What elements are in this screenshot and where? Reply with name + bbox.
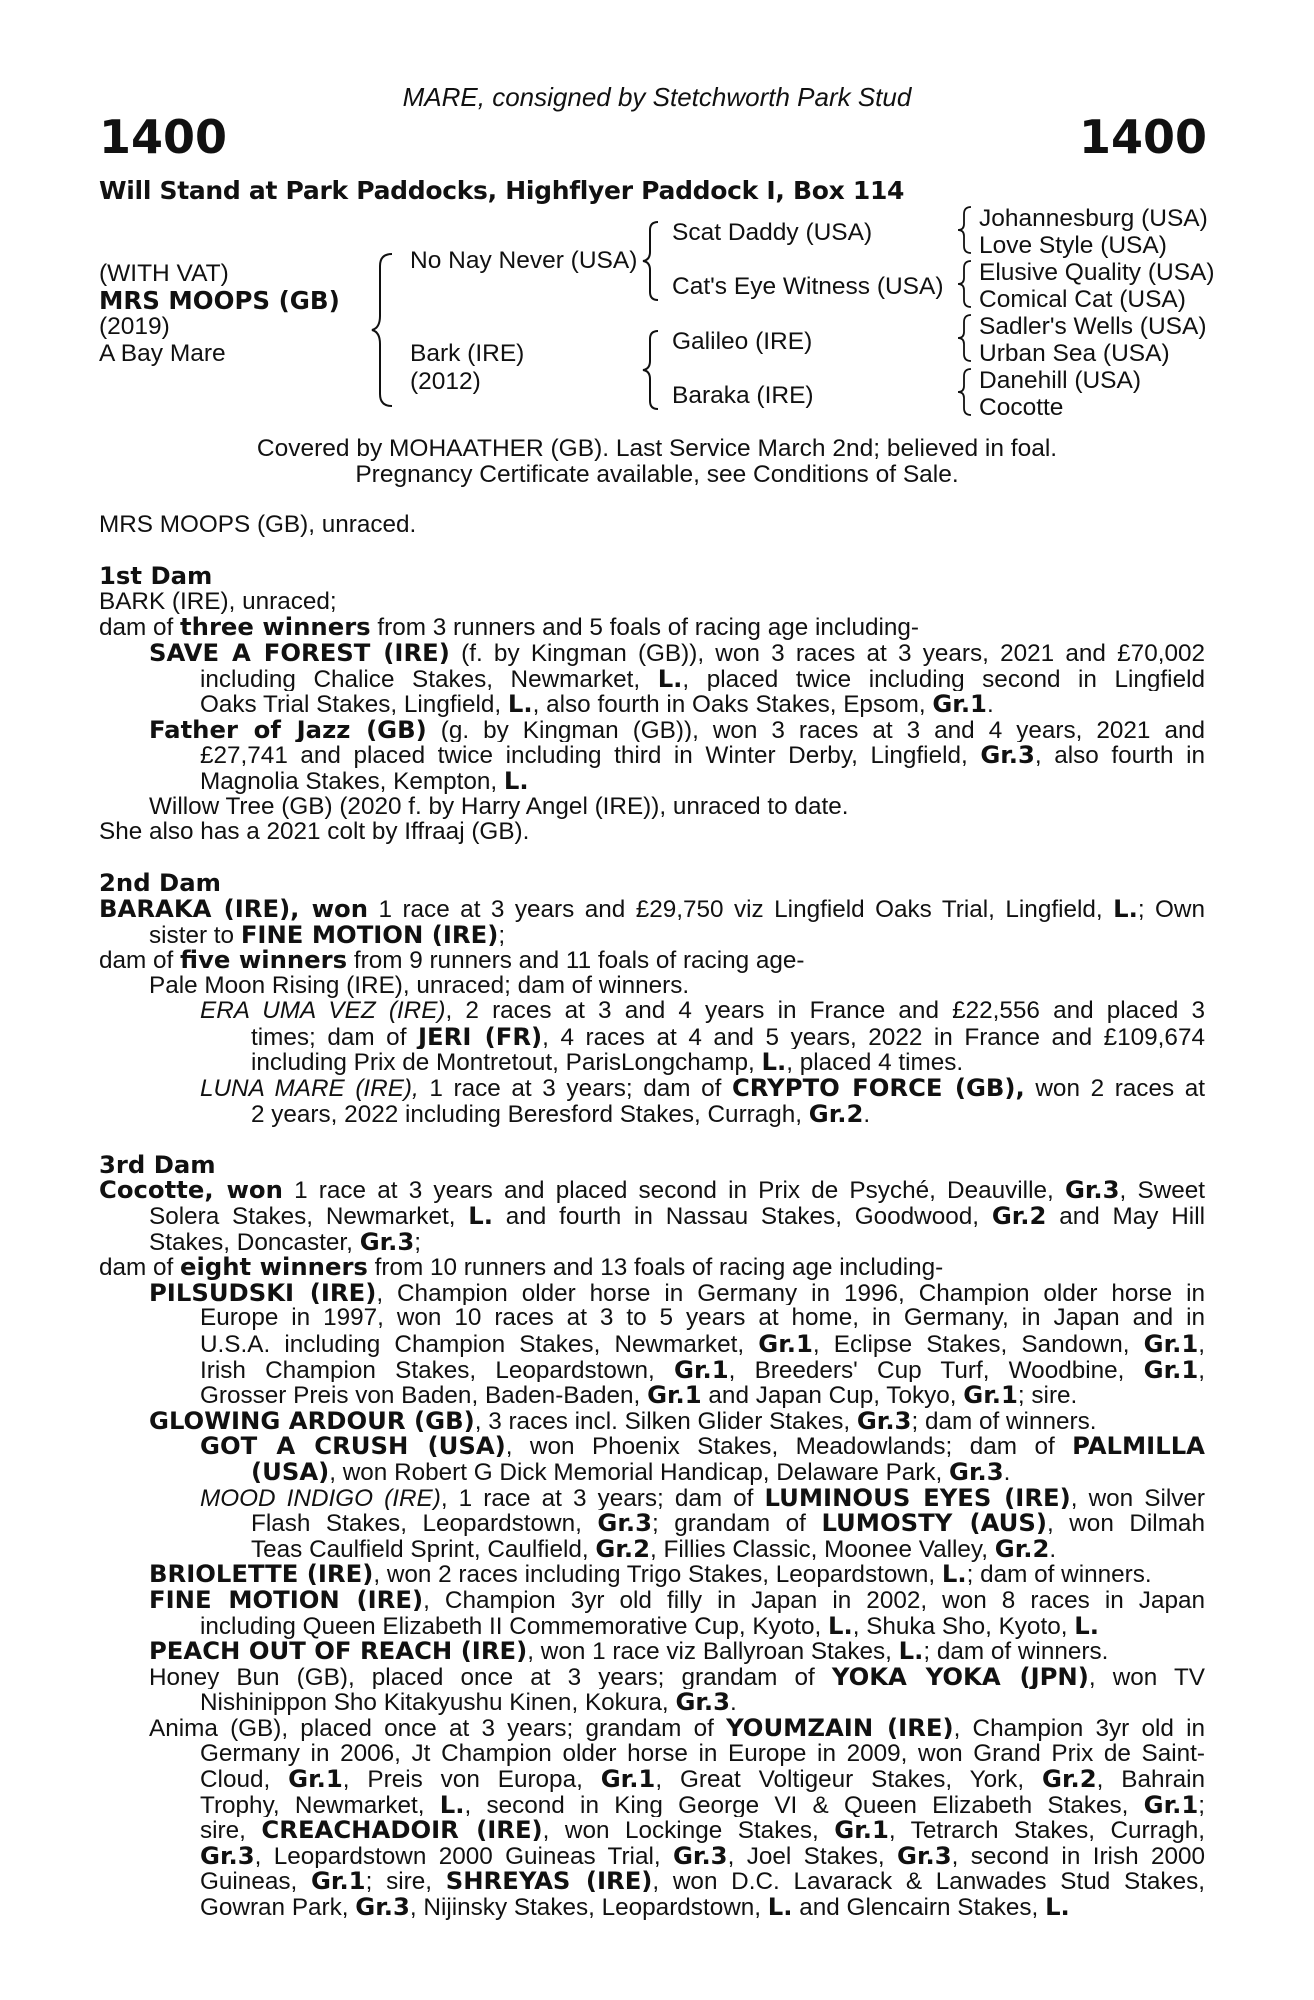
- text-run: Gr.2: [994, 1533, 1050, 1563]
- text-run: , Shuka Sho, Kyoto,: [852, 1612, 1075, 1640]
- pedigree-brace-main: [370, 250, 400, 410]
- text-run: , Champion 3yr old in: [953, 1714, 1205, 1741]
- text-run: and Glencairn Stakes,: [792, 1894, 1046, 1922]
- text-run: , placed 4 times.: [786, 1049, 964, 1077]
- text-run: Stakes, Doncaster,: [149, 1228, 360, 1256]
- text-run: times; dam of: [251, 1023, 418, 1050]
- text-run: , second in Irish 2000: [951, 1842, 1205, 1869]
- text-run: Gr.2: [1042, 1766, 1097, 1792]
- text-run: CRYPTO FORCE (GB),: [731, 1075, 1025, 1101]
- text-line: [99, 1792, 1205, 1818]
- covered-line-1: Covered by MOHAATHER (GB). Last Service March 2nd; believed in foal.: [256, 435, 1058, 462]
- text-run: , won D.C. Lavarack & Lanwades Stud Stakes,: [652, 1868, 1205, 1895]
- text-line: [99, 1533, 1205, 1563]
- text-line: [99, 998, 1205, 1024]
- text-run: (g. by Kingman (GB)), won 3 races at 3 and 4 years, 2021 and: [426, 716, 1205, 743]
- text-run: CREACHADOIR (IRE): [261, 1817, 543, 1843]
- text-run: Gr.3: [672, 1842, 728, 1869]
- pedigree-brace-dam: [640, 327, 664, 412]
- produce-father-of-jazz: [99, 717, 1205, 743]
- text-run: won 2 races at: [1024, 1075, 1205, 1101]
- text-run: , won 1 race viz Ballyroan Stakes,: [527, 1638, 899, 1666]
- text-run: ; dam of winners.: [966, 1561, 1152, 1589]
- text-run: Irish Champion Stakes, Leopardstown,: [200, 1356, 674, 1383]
- text-run: , won Phoenix Stakes, Meadowlands; dam of: [505, 1433, 1073, 1459]
- first-dam-line: BARK (IRE), unraced;: [99, 587, 337, 615]
- text-run: , won Dilmah: [1047, 1510, 1205, 1536]
- text-run: three winners: [180, 612, 371, 642]
- covered-line-2: Pregnancy Certificate available, see Conditions of Sale.: [355, 461, 959, 488]
- covered-note: [0, 436, 1314, 488]
- text-run: , second in King George VI & Queen Elizabeth Stakes,: [464, 1791, 1144, 1818]
- text-line: [99, 691, 1205, 717]
- text-run: Gr.3: [597, 1510, 652, 1536]
- text-run: Grosser Preis von Baden, Baden-Baden,: [200, 1382, 648, 1410]
- text-line: [99, 1843, 1205, 1869]
- text-run: (USA): [251, 1456, 330, 1486]
- text-run: Gr.1: [674, 1356, 729, 1383]
- text-run: L.: [761, 1047, 787, 1077]
- text-run: L.: [1045, 1892, 1070, 1922]
- text-line: [99, 765, 1205, 795]
- text-line: [99, 1741, 1205, 1767]
- text-run: FINE MOTION (IRE): [149, 1586, 424, 1613]
- text-run: Gr.3: [359, 1226, 415, 1256]
- text-run: Honey Bun (GB), placed once at 3 years; grandam of: [149, 1663, 832, 1690]
- text-run: Gr.1: [834, 1817, 889, 1843]
- sire-dam: Cat's Eye Witness (USA): [672, 273, 944, 300]
- text-run: , won TV: [1088, 1663, 1205, 1690]
- text-run: YOUMZAIN (IRE): [726, 1714, 954, 1741]
- text-run: PEACH OUT OF REACH (IRE): [149, 1636, 528, 1666]
- text-run: ; sire,: [365, 1868, 446, 1895]
- text-run: sister to: [149, 921, 241, 949]
- text-run: ; grandam of: [651, 1510, 822, 1536]
- text-run: including Chalice Stakes, Newmarket,: [200, 665, 658, 692]
- text-line: [99, 1357, 1205, 1383]
- text-run: L.: [1113, 895, 1138, 922]
- text-run: Gr.3: [856, 1405, 912, 1435]
- text-line: [99, 1075, 1205, 1101]
- text-run: Gr.3: [949, 1456, 1004, 1486]
- pedigree-brace-sd: [955, 258, 977, 310]
- dam-dam: Baraka (IRE): [672, 382, 814, 409]
- text-run: L.: [767, 1892, 793, 1922]
- third-dam-heading: 3rd Dam: [99, 1149, 216, 1179]
- horse-year: (2019): [99, 313, 170, 340]
- text-run: dam of: [99, 1254, 181, 1282]
- ped-ssd: Love Style (USA): [979, 232, 1167, 259]
- text-line: [99, 1485, 1205, 1511]
- text-run: , won Silver: [1070, 1484, 1205, 1511]
- text-line: [99, 1766, 1205, 1792]
- ped-dds: Danehill (USA): [979, 367, 1142, 394]
- text-run: dam of: [99, 614, 181, 642]
- text-run: BARAKA (IRE), won: [99, 895, 369, 922]
- text-run: , Breeders' Cup Turf, Woodbine,: [728, 1356, 1144, 1383]
- text-run: Nishinippon Sho Kitakyushu Kinen, Kokura,: [200, 1689, 676, 1717]
- text-run: L.: [503, 765, 529, 795]
- text-run: , won 2 races including Trigo Stakes, Leopardstown,: [373, 1561, 942, 1589]
- text-run: including Prix de Montretout, ParisLongchamp,: [251, 1049, 762, 1077]
- vat-note: (WITH VAT): [99, 260, 229, 287]
- text-line: [99, 919, 1205, 949]
- text-run: Gr.1: [758, 1331, 813, 1357]
- text-run: L.: [827, 1610, 853, 1640]
- text-run: , 2 races at 3 and 4 years in France and £22,556 and placed 3: [445, 998, 1205, 1024]
- produce-2021-colt: She also has a 2021 colt by Iffraaj (GB).: [99, 818, 530, 846]
- lot-number-left: 1400: [99, 110, 228, 164]
- second-dam-line: [99, 896, 1205, 922]
- produce-fine-motion: [99, 1587, 1205, 1613]
- text-run: 1 race at 3 years and placed second in Prix de Psyché, Deauville,: [282, 1177, 1065, 1204]
- text-run: ;: [1198, 1791, 1205, 1818]
- text-run: , won Lockinge Stakes,: [542, 1817, 835, 1843]
- dam-sire: Galileo (IRE): [672, 328, 813, 355]
- third-dam-line: [99, 1177, 1205, 1203]
- stand-location: Will Stand at Park Paddocks, Highflyer Paddock I, Box 114: [99, 176, 905, 205]
- text-line: [99, 1305, 1205, 1331]
- text-run: L.: [898, 1636, 924, 1666]
- text-run: L.: [941, 1559, 967, 1589]
- text-run: Trophy, Newmarket,: [200, 1791, 440, 1818]
- text-run: Gr.1: [932, 689, 987, 719]
- text-run: Gr.1: [1143, 1331, 1199, 1357]
- text-run: Magnolia Stakes, Kempton,: [200, 767, 504, 795]
- text-run: Cocotte, won: [99, 1177, 283, 1204]
- text-run: .: [730, 1689, 737, 1717]
- dam-year: (2012): [410, 368, 481, 395]
- produce-pale-moon-rising: Pale Moon Rising (IRE), unraced; dam of winners.: [149, 971, 690, 999]
- text-run: Gowran Park,: [200, 1894, 356, 1922]
- ped-sdd: Comical Cat (USA): [979, 286, 1186, 313]
- text-run: L.: [507, 689, 533, 719]
- text-line: [99, 1894, 1205, 1920]
- text-run: Gr.1: [963, 1380, 1018, 1410]
- sire-name: No Nay Never (USA): [410, 247, 638, 274]
- text-run: L.: [439, 1791, 465, 1818]
- text-run: GLOWING ARDOUR (GB): [149, 1405, 475, 1435]
- pedigree-brace-dd: [955, 366, 977, 418]
- text-run: L.: [468, 1203, 493, 1229]
- text-run: , Nijinsky Stakes, Leopardstown,: [409, 1894, 768, 1922]
- text-run: , Joel Stakes,: [727, 1842, 898, 1869]
- text-run: L.: [657, 665, 683, 692]
- text-line: [99, 1049, 1205, 1075]
- horse-name: MRS MOOPS (GB): [99, 286, 340, 315]
- text-run: MOOD INDIGO (IRE): [200, 1484, 441, 1511]
- text-run: PALMILLA: [1072, 1433, 1205, 1459]
- produce-glowing-ardour: [99, 1405, 1205, 1435]
- text-run: .: [986, 691, 994, 719]
- text-line: [99, 1024, 1205, 1050]
- text-run: including Queen Elizabeth II Commemorative Cup, Kyoto,: [200, 1612, 828, 1640]
- text-run: ; sire.: [1017, 1382, 1078, 1410]
- text-run: ; Own: [1137, 895, 1205, 922]
- text-run: , Sweet: [1119, 1177, 1205, 1204]
- text-run: and fourth in Nassau Stakes, Goodwood,: [492, 1203, 992, 1229]
- text-run: , 1 race at 3 years; dam of: [440, 1484, 765, 1511]
- text-run: Gr.3: [897, 1842, 952, 1869]
- text-run: , Champion 3yr old filly in Japan in 2002, won 8 races in Japan: [423, 1586, 1205, 1613]
- produce-save-a-forest: [99, 640, 1205, 666]
- text-run: ;: [414, 1228, 422, 1256]
- text-line: [99, 1382, 1205, 1408]
- text-run: ;: [498, 921, 506, 949]
- lot-number-right: 1400: [1078, 110, 1207, 164]
- text-run: , Fillies Classic, Moonee Valley,: [650, 1535, 995, 1563]
- text-run: from 10 runners and 13 foals of racing age including-: [367, 1254, 944, 1282]
- produce-peach-out-of-reach: [99, 1638, 1205, 1664]
- text-run: Europe in 1997, won 10 races at 3 to 5 years at home, in Germany, in Japan and in: [200, 1305, 1205, 1331]
- text-run: Gr.1: [1143, 1791, 1199, 1818]
- text-run: L.: [1074, 1610, 1099, 1640]
- text-line: [99, 1689, 1205, 1715]
- text-run: PILSUDSKI (IRE): [149, 1279, 377, 1306]
- text-run: £27,741 and placed twice including third in Winter Derby, Lingfield,: [200, 742, 981, 768]
- text-run: GOT A CRUSH (USA): [200, 1433, 506, 1459]
- text-run: ,: [1198, 1356, 1205, 1383]
- text-line: [99, 1433, 1205, 1459]
- text-run: Gr.1: [600, 1766, 656, 1792]
- ped-sss: Johannesburg (USA): [979, 205, 1208, 232]
- text-run: SAVE A FOREST (IRE): [149, 639, 450, 666]
- text-line: [99, 1868, 1205, 1894]
- text-run: sire,: [200, 1817, 262, 1843]
- pedigree-brace-sire: [640, 218, 664, 303]
- text-run: , Tetrarch Stakes, Curragh,: [888, 1817, 1205, 1843]
- ped-sds: Elusive Quality (USA): [979, 259, 1215, 286]
- text-run: five winners: [180, 945, 348, 975]
- text-run: Gr.1: [647, 1380, 702, 1410]
- text-line: [99, 1610, 1205, 1640]
- text-run: Solera Stakes, Newmarket,: [149, 1203, 469, 1229]
- horse-description: A Bay Mare: [99, 340, 226, 367]
- text-run: , placed twice including second in Lingfield: [682, 665, 1205, 692]
- text-line: [99, 1817, 1205, 1843]
- text-run: , Champion older horse in Germany in 1996, Champion older horse in: [376, 1279, 1205, 1306]
- sire-sire: Scat Daddy (USA): [672, 219, 873, 246]
- text-run: Gr.3: [355, 1892, 410, 1922]
- text-run: eight winners: [180, 1252, 368, 1282]
- text-run: ,: [1198, 1331, 1205, 1357]
- text-line: [99, 1226, 1205, 1256]
- text-run: Gr.1: [1143, 1356, 1199, 1383]
- text-run: Flash Stakes, Leopardstown,: [251, 1510, 598, 1536]
- text-run: dam of: [99, 947, 181, 975]
- text-line: [99, 742, 1205, 768]
- text-line: [99, 1203, 1205, 1229]
- text-run: Gr.2: [595, 1533, 650, 1563]
- text-run: Gr.1: [310, 1868, 366, 1895]
- text-run: , Leopardstown 2000 Guineas Trial,: [254, 1842, 673, 1869]
- produce-pilsudski: [99, 1280, 1205, 1306]
- text-run: Father of Jazz (GB): [149, 716, 427, 743]
- text-run: .: [863, 1100, 871, 1128]
- second-dam-heading: 2nd Dam: [99, 868, 221, 898]
- produce-briolette: [99, 1561, 1205, 1587]
- text-run: and Japan Cup, Tokyo,: [701, 1382, 964, 1410]
- text-run: Gr.2: [808, 1098, 864, 1128]
- text-run: JERI (FR): [418, 1023, 543, 1050]
- text-run: , Great Voltigeur Stakes, York,: [655, 1766, 1042, 1792]
- text-run: Gr.3: [1064, 1177, 1120, 1204]
- text-run: .: [1003, 1458, 1011, 1486]
- text-run: , won Robert G Dick Memorial Handicap, Delaware Park,: [329, 1458, 950, 1486]
- text-line: [99, 1098, 1205, 1128]
- produce-honey-bun: [99, 1664, 1205, 1690]
- text-run: Anima (GB), placed once at 3 years; grandam of: [149, 1714, 727, 1741]
- text-run: LUMOSTY (AUS): [821, 1510, 1047, 1536]
- text-run: BRIOLETTE (IRE): [149, 1559, 374, 1589]
- text-line: [99, 1331, 1205, 1357]
- text-run: .: [1049, 1535, 1057, 1563]
- text-run: Gr.3: [200, 1842, 255, 1869]
- text-run: Oaks Trial Stakes, Lingfield,: [200, 691, 508, 719]
- text-run: Gr.1: [288, 1766, 343, 1792]
- first-dam-heading: 1st Dam: [99, 561, 213, 591]
- ped-dss: Sadler's Wells (USA): [979, 313, 1207, 340]
- text-run: Germany in 2006, Jt Champion older horse in Europe in 2009, won Grand Prix de Saint-: [200, 1740, 1205, 1767]
- text-run: YOKA YOKA (JPN): [831, 1663, 1089, 1690]
- text-run: , also fourth in Oaks Stakes, Epsom,: [532, 691, 933, 719]
- text-run: from 9 runners and 11 foals of racing age-: [347, 947, 805, 975]
- dam-name: Bark (IRE): [410, 340, 525, 367]
- text-run: from 3 runners and 5 foals of racing age including-: [370, 614, 919, 642]
- ped-dsd: Urban Sea (USA): [979, 340, 1170, 367]
- text-run: , Eclipse Stakes, Sandown,: [812, 1331, 1144, 1357]
- text-run: ; dam of winners.: [923, 1638, 1109, 1666]
- text-run: , Preis von Europa,: [342, 1766, 601, 1792]
- text-run: Cloud,: [200, 1766, 289, 1792]
- catalogue-body: [99, 512, 1205, 1920]
- text-run: Gr.3: [980, 742, 1035, 768]
- text-run: LUNA MARE (IRE),: [200, 1075, 419, 1101]
- text-run: LUMINOUS EYES (IRE): [764, 1484, 1071, 1511]
- text-run: 1 race at 3 years; dam of: [418, 1075, 732, 1101]
- first-dam-produce: [99, 614, 1205, 640]
- text-run: , also fourth in: [1034, 742, 1205, 768]
- text-run: , 4 races at 4 and 5 years, 2022 in France and £109,674: [542, 1023, 1205, 1050]
- text-run: , Bahrain: [1096, 1766, 1205, 1792]
- text-run: SHREYAS (IRE): [445, 1868, 653, 1895]
- text-run: (f. by Kingman (GB)), won 3 races at 3 years, 2021 and £70,002: [449, 639, 1205, 666]
- text-run: and May Hill: [1046, 1203, 1205, 1229]
- text-line: [99, 1456, 1205, 1486]
- text-run: Gr.3: [675, 1687, 731, 1717]
- text-run: FINE MOTION (IRE): [240, 919, 499, 949]
- pedigree-brace-ds: [955, 312, 977, 364]
- pedigree-brace-ss: [955, 204, 977, 256]
- ped-ddd: Cocotte: [979, 394, 1064, 421]
- text-line: [99, 1510, 1205, 1536]
- text-run: U.S.A. including Champion Stakes, Newmarket,: [200, 1331, 759, 1357]
- text-run: Guineas,: [200, 1868, 311, 1895]
- text-run: Teas Caulfield Sprint, Caulfield,: [251, 1535, 596, 1563]
- produce-willow-tree: Willow Tree (GB) (2020 f. by Harry Angel (IRE)), unraced to date.: [149, 792, 849, 820]
- consignor-line: MARE, consigned by Stetchworth Park Stud: [402, 82, 912, 112]
- text-run: ; dam of winners.: [911, 1407, 1097, 1435]
- text-run: , 3 races incl. Silken Glider Stakes,: [474, 1407, 857, 1435]
- text-run: 2 years, 2022 including Beresford Stakes, Curragh,: [251, 1100, 809, 1128]
- text-run: 1 race at 3 years and £29,750 viz Lingfield Oaks Trial, Lingfield,: [368, 895, 1114, 922]
- text-line: [99, 1254, 1205, 1280]
- text-line: [99, 666, 1205, 692]
- intro-line: MRS MOOPS (GB), unraced.: [99, 511, 417, 538]
- text-run: ERA UMA VEZ (IRE): [200, 998, 446, 1024]
- produce-anima: [99, 1715, 1205, 1741]
- text-run: Gr.2: [991, 1203, 1047, 1229]
- text-line: [99, 947, 1205, 973]
